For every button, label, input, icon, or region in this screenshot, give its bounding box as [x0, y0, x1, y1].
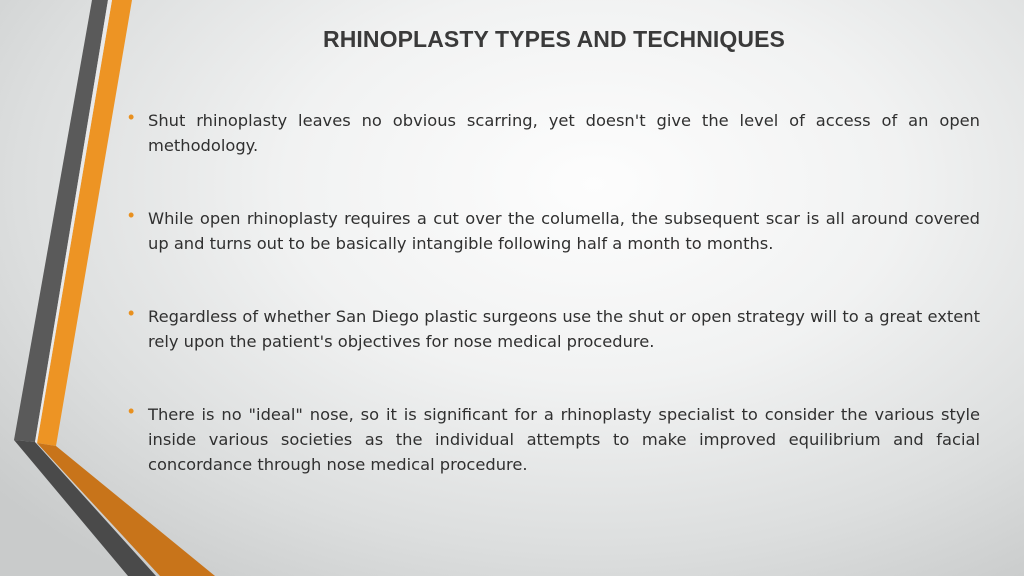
bullet-dot-icon: •: [128, 107, 135, 127]
bullet-item: [128, 402, 980, 477]
slide-title: RHINOPLASTY TYPES AND TECHNIQUES: [323, 26, 785, 52]
bullet-list: [128, 108, 980, 525]
bullet-item: [128, 108, 980, 158]
bullet-text: Regardless of whether San Diego plastic surgeons use the shut or open strategy will to a great extent rely upon the patient's objectives for nose medical procedure.: [148, 307, 980, 351]
bullet-item: [128, 304, 980, 354]
bullet-dot-icon: •: [128, 401, 135, 421]
bullet-item: [128, 206, 980, 256]
bullet-text: There is no "ideal" nose, so it is significant for a rhinoplasty specialist to consider the various style inside various societies as the individual attempts to make improved equilibrium and facial concordance through nose medical procedure.: [148, 405, 980, 474]
bullet-dot-icon: •: [128, 205, 135, 225]
bullet-text: Shut rhinoplasty leaves no obvious scarring, yet doesn't give the level of access of an open methodology.: [148, 111, 980, 155]
bullet-dot-icon: •: [128, 303, 135, 323]
stripe-highlight: [35, 0, 112, 443]
bullet-text: While open rhinoplasty requires a cut over the columella, the subsequent scar is all around covered up and turns out to be basically intangible following half a month to months.: [148, 209, 980, 253]
